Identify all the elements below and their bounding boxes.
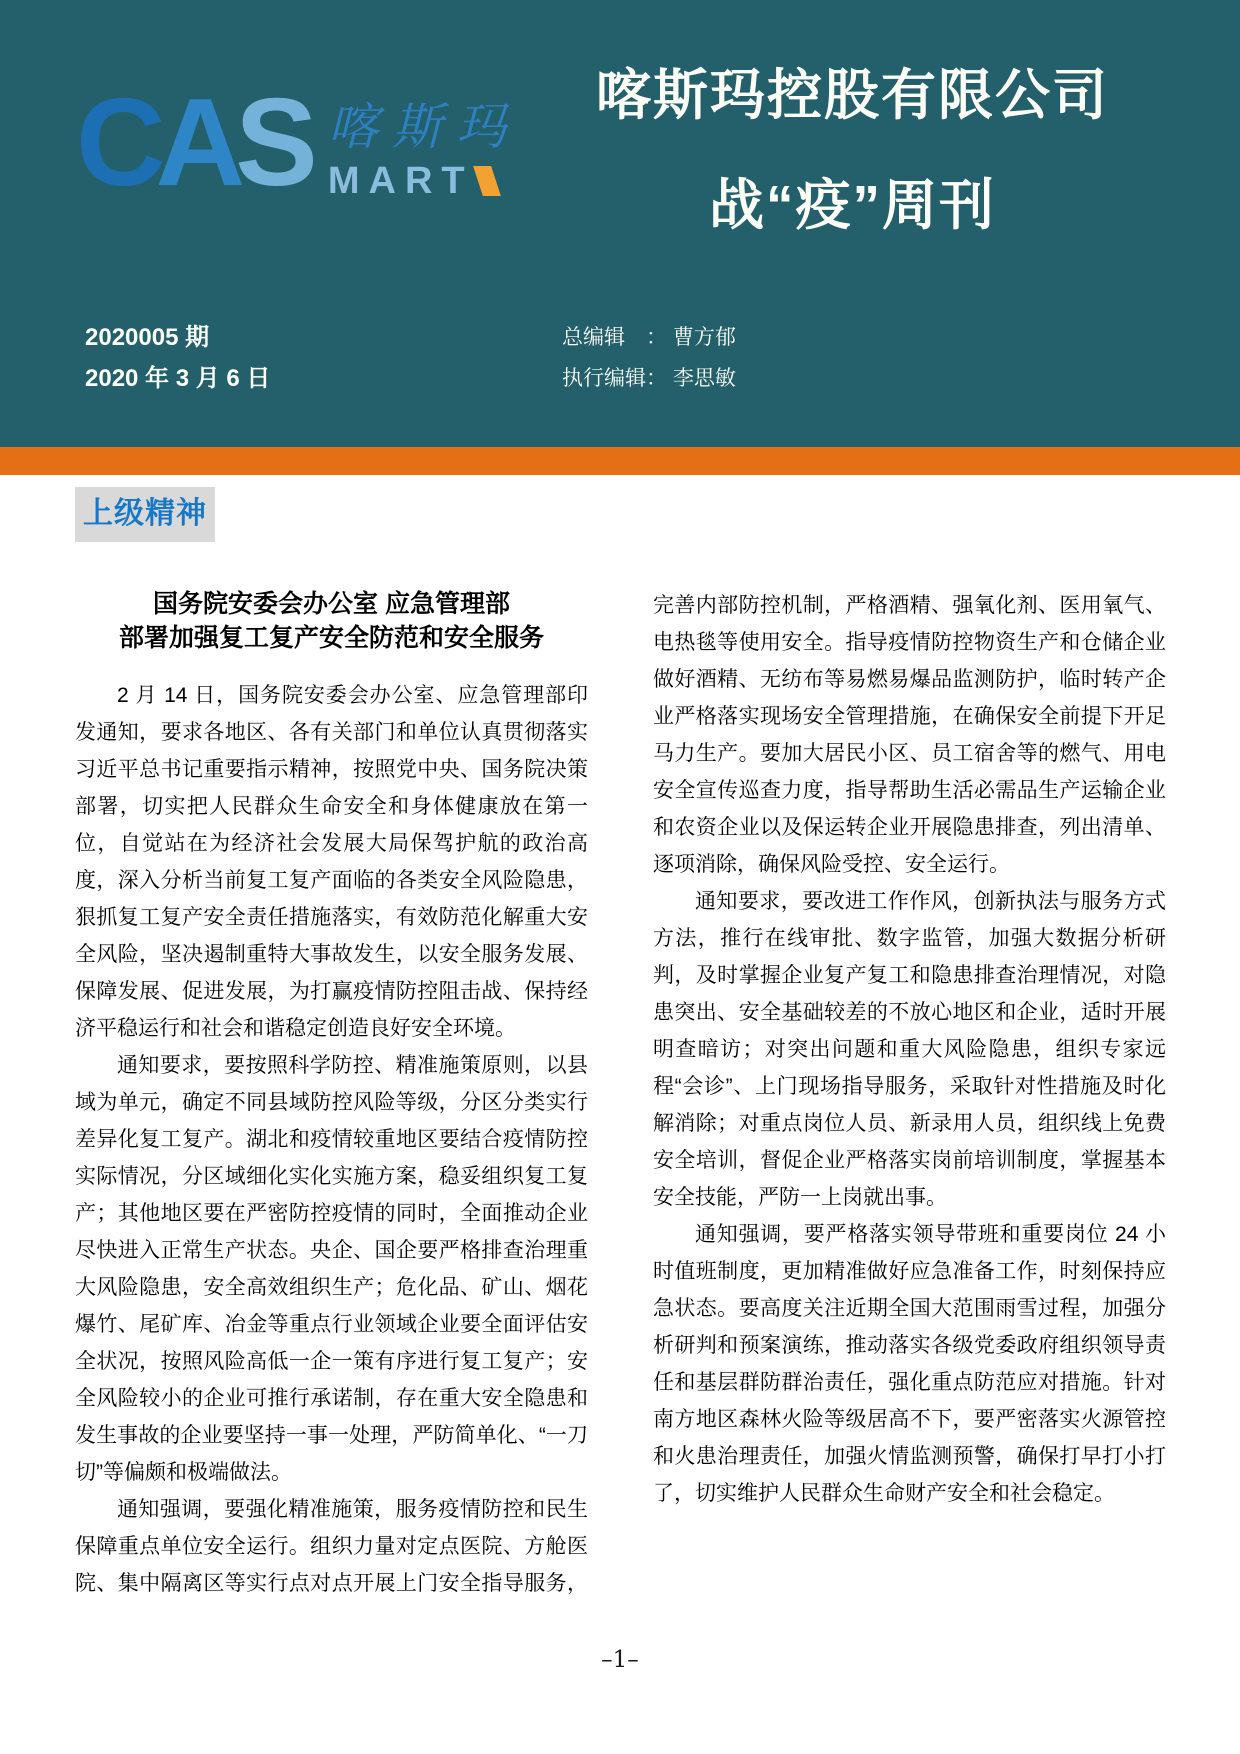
section-label: 上级精神	[75, 487, 215, 542]
logo-side-text	[328, 84, 520, 202]
logo-chinese-name: 喀斯玛	[327, 98, 520, 156]
editor-block	[562, 317, 1180, 399]
article-paragraph: 通知要求，要改进工作作风，创新执法与服务方式方法，推行在线审批、数字监管，加强大数据分析研判，及时掌握企业复产复工和隐患排查治理情况，对隐患突出、安全基础较差的不放心地区和企业，适时开展明查暗访；对突出问题和重大风险隐患，组织专家远程“会诊”、上门现场指导服务，采取针对性措施及时化解消除；对重点岗位人员、新录用人员，组织线上免费安全培训，督促企业严格落实岗前培训制度，掌握基本安全技能，严防一上岗就出事。	[653, 890, 1166, 1209]
executive-editor: 执行编辑： 李思敏	[562, 367, 736, 390]
logo-orange-slash-icon	[473, 166, 501, 196]
issue-date: 2020 年 3 月 6 日	[85, 365, 271, 392]
logo-mart-text: MART	[327, 160, 474, 202]
company-logo	[76, 74, 520, 212]
logo-letter-s: S	[235, 74, 308, 212]
article-two-column-text	[75, 587, 1166, 1609]
article-title-line2: 部署加强复工复产安全防范和安全服务	[118, 624, 544, 652]
article-title	[75, 587, 588, 655]
logo-letter-c: C	[76, 74, 156, 212]
masthead	[0, 0, 1240, 447]
article-paragraph: 通知强调，要严格落实领导带班和重要岗位 24 小时值班制度，更加精准做好应急准备工作，时刻保持应急状态。要高度关注近期全国大范围雨雪过程，加强分析研判和预案演练，推动落实各级党委政府组织领导责任和基层群防群治责任，强化重点防范应对措施。针对南方地区森林火险等级居高不下，要严密落实火源管控和火患治理责任，加强火情监测预警，确保打早打小打了，切实维护人民群众生命财产安全和社会稳定。	[653, 1223, 1166, 1505]
page-number: –1–	[601, 1647, 639, 1673]
issue-block	[85, 317, 270, 399]
article-paragraph: 通知强调，要强化精准施策，服务疫情防控和民生保障重点单位安全运行。组织力量对定点医院、方舱医院、集中隔离区等实行点对点开展上门安全指导服务，完善内部防控机制，严格酒精、强氧化剂、医用氧气、电热毯等使用安全。指导疫情防控物资生产和仓储企业做好酒精、无纺布等易燃易爆品监测防护，临时转产企业严格落实现场安全管理措施，在确保安全前提下开足马力生产。要加大居民小区、员工宿舍等的燃气、用电安全宣传巡查力度，指导帮助生活必需品生产运输企业和农资企业以及保运转企业开展隐患排查，列出清单、逐项消除，确保风险受控、安全运行。	[75, 594, 1166, 1595]
article-paragraph: 通知要求，要按照科学防控、精准施策原则，以县域为单元，确定不同县域防控风险等级，分区分类实行差异化复工复产。湖北和疫情较重地区要结合疫情防控实际情况，分区域细化实化实施方案，稳妥组织复工复产；其他地区要在严密防控疫情的同时，全面推动企业尽快进入正常生产状态。央企、国企要严格排查治理重大风险隐患，安全高效组织生产；危化品、矿山、烟花爆竹、尾矿库、冶金等重点行业领域企业要全面评估安全状况，按照风险高低一企一策有序进行复工复产；安全风险较小的企业可推行承诺制，存在重大安全隐患和发生事故的企业要坚持一事一处理，严防简单化、“一刀切”等偏颇和极端做法。	[75, 1054, 588, 1484]
newsletter-title-line1: 喀斯玛控股有限公司	[595, 64, 1109, 126]
masthead-meta	[85, 317, 1180, 399]
page-body	[0, 475, 1240, 1673]
article-title-line1: 国务院安委会办公室 应急管理部	[153, 590, 510, 618]
newsletter-title-line2: 战“疫”周刊	[708, 174, 996, 236]
logo-mart-row	[328, 160, 520, 202]
accent-stripe	[0, 447, 1240, 475]
cas-logo-letters	[76, 74, 308, 212]
chief-editor: 总编辑 ： 曹方郁	[562, 326, 736, 349]
issue-number: 2020005 期	[85, 324, 210, 351]
logo-letter-a: A	[155, 74, 236, 212]
article-paragraph: 2 月 14 日，国务院安委会办公室、应急管理部印发通知，要求各地区、各有关部门和单位认真贯彻落实习近平总书记重要指示精神，按照党中央、国务院决策部署，切实把人民群众生命安全和身体健康放在第一位，自觉站在为经济社会发展大局保驾护航的政治高度，深入分析当前复工复产面临的各类安全风险隐患，狠抓复工复产安全责任措施落实，有效防范化解重大安全风险，坚决遏制重特大事故发生，以安全服务发展、保障发展、促进发展，为打赢疫情防控阻击战、保持经济平稳运行和社会和谐稳定创造良好安全环境。	[75, 684, 588, 1040]
newsletter-title	[520, 40, 1185, 260]
